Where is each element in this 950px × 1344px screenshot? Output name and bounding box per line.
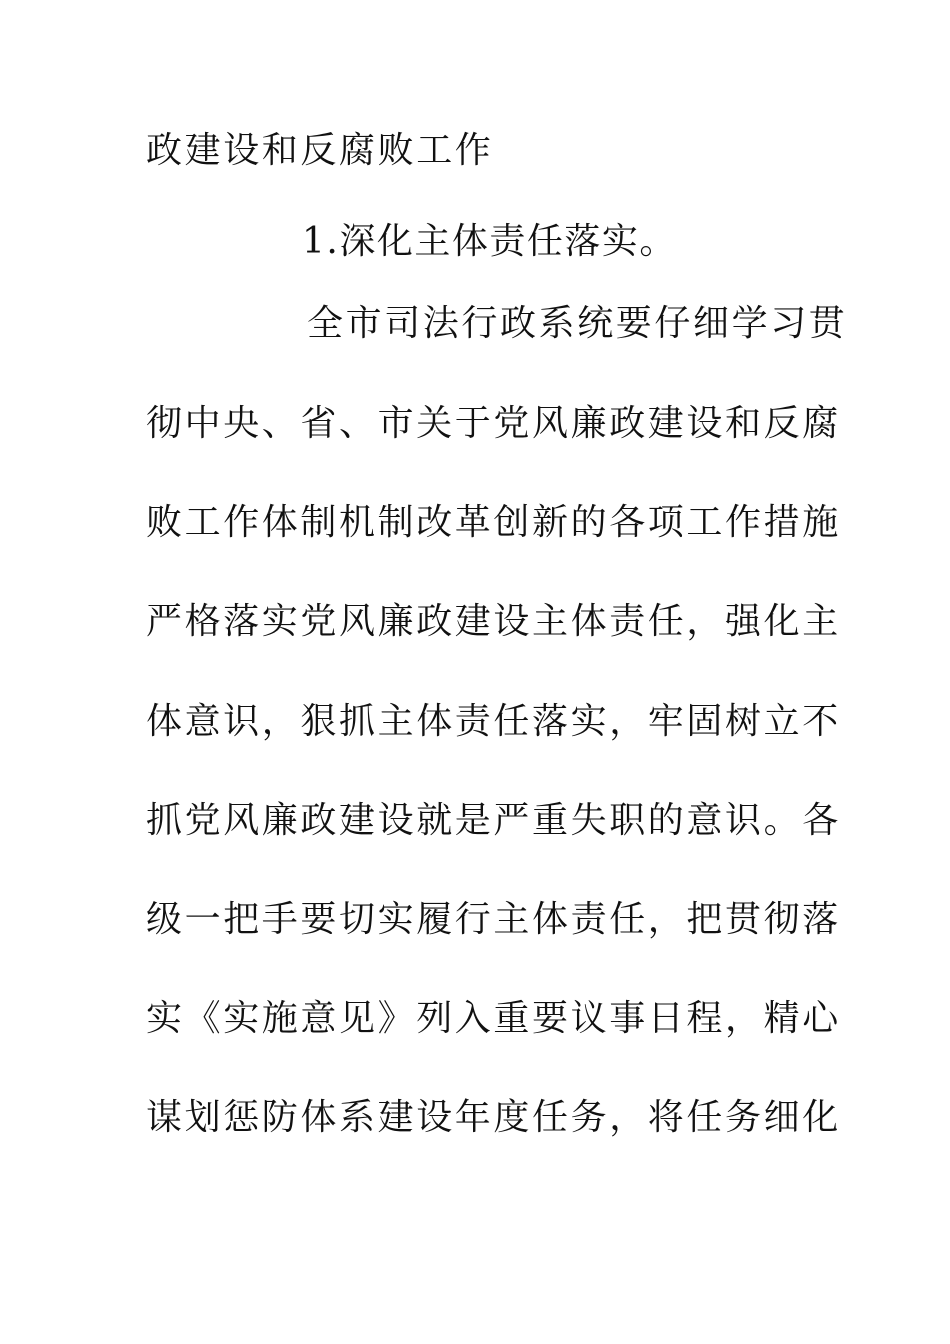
paragraph-line: 败工作体制机制改革创新的各项工作措施 xyxy=(146,502,841,543)
paragraph-line: 严格落实党风廉政建设主体责任，强化主 xyxy=(146,601,841,642)
paragraph-line: 全市司法行政系统要仔细学习贯 xyxy=(307,303,848,344)
subheading-1: 1.深化主体责任落实。 xyxy=(302,221,677,262)
text-line-section-tail: 政建设和反腐败工作 xyxy=(146,130,494,171)
paragraph-line: 谋划惩防体系建设年度任务，将任务细化 xyxy=(146,1097,841,1138)
paragraph-line: 抓党风廉政建设就是严重失职的意识。各 xyxy=(146,800,841,841)
paragraph-line: 体意识，狠抓主体责任落实，牢固树立不 xyxy=(146,701,841,742)
paragraph-line: 彻中央、省、市关于党风廉政建设和反腐 xyxy=(146,403,841,444)
paragraph-line: 实《实施意见》列入重要议事日程，精心 xyxy=(146,998,841,1039)
paragraph-line: 级一把手要切实履行主体责任，把贯彻落 xyxy=(146,899,841,940)
